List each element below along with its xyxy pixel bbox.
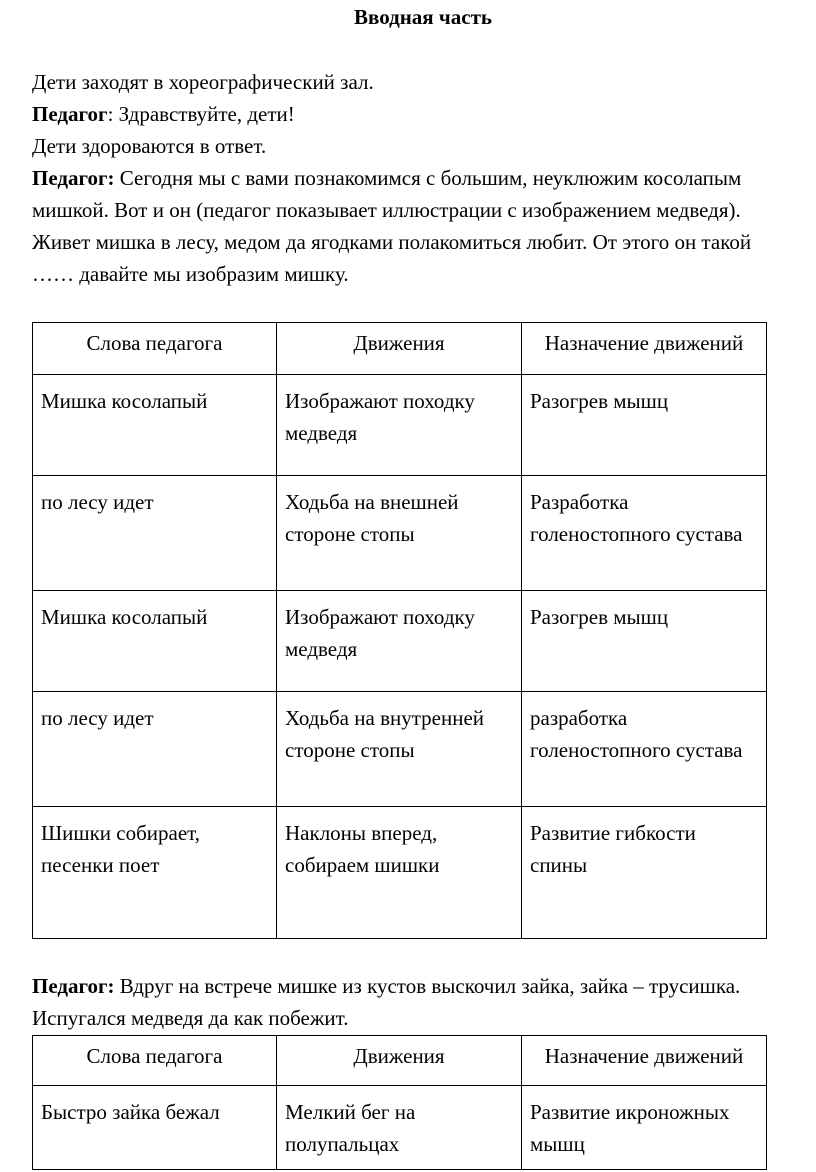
cell-words: Шишки собирает, песенки поет (33, 807, 277, 939)
table-row (33, 375, 767, 476)
header-teacher-words: Слова педагога (33, 323, 277, 375)
movements-table-2 (32, 1035, 767, 1170)
intro-line-3: Дети здороваются в ответ. (32, 134, 267, 158)
cell-words: по лесу идет (33, 476, 277, 591)
header-purpose: Назначение движений (522, 1036, 767, 1086)
table-header-row (33, 323, 767, 375)
section-heading: Вводная часть (353, 5, 493, 29)
header-movements: Движения (277, 323, 522, 375)
intro-line-2 (32, 98, 812, 130)
intro-paragraph (32, 162, 792, 290)
table-header-row (33, 1036, 767, 1086)
cell-purpose: Разогрев мышц (522, 375, 767, 476)
cell-movement: Изображают походку медведя (277, 591, 522, 692)
cell-words: по лесу идет (33, 692, 277, 807)
intro-line-1: Дети заходят в хореографический зал. (32, 70, 374, 94)
movements-table-1 (32, 322, 767, 939)
cell-movement: Мелкий бег на полупальцах (277, 1086, 522, 1170)
cell-words: Мишка косолапый (33, 375, 277, 476)
cell-movement: Изображают походку медведя (277, 375, 522, 476)
cell-purpose: Развитие гибкости спины (522, 807, 767, 939)
table-row (33, 476, 767, 591)
cell-words: Быстро зайка бежал (33, 1086, 277, 1170)
speaker-text: : Здравствуйте, дети! (107, 102, 295, 126)
cell-purpose: Разогрев мышц (522, 591, 767, 692)
speaker-label: Педагог: (32, 974, 115, 998)
cell-purpose: разработка голеностопного сустава (522, 692, 767, 807)
speaker-text: Сегодня мы с вами познакомимся с большим, неуклюжим косолапым мишкой. Вот и он (педагог показывает иллюстрации с изображением медведя). Живет мишка в лесу, медом да ягодками полакомиться любит. От этого он такой …… давайте мы изобразим мишку. (32, 166, 752, 286)
cell-purpose: Развитие икроножных мышц (522, 1086, 767, 1170)
header-movements: Движения (277, 1036, 522, 1086)
speaker-label: Педагог (32, 102, 108, 126)
cell-movement: Ходьба на внутренней стороне стопы (277, 692, 522, 807)
speaker-label: Педагог: (32, 166, 115, 190)
cell-purpose: Разработка голеностопного сустава (522, 476, 767, 591)
table-row (33, 807, 767, 939)
cell-movement: Ходьба на внешней стороне стопы (277, 476, 522, 591)
middle-paragraph (32, 970, 792, 1034)
cell-words: Мишка косолапый (33, 591, 277, 692)
table-row (33, 692, 767, 807)
cell-movement: Наклоны вперед, собираем шишки (277, 807, 522, 939)
table-row (33, 1086, 767, 1170)
speaker-text: Вдруг на встрече мишке из кустов выскочил зайка, зайка – трусишка. Испугался медведя да как побежит. (32, 974, 741, 1030)
header-teacher-words: Слова педагога (33, 1036, 277, 1086)
header-purpose: Назначение движений (522, 323, 767, 375)
table-row (33, 591, 767, 692)
